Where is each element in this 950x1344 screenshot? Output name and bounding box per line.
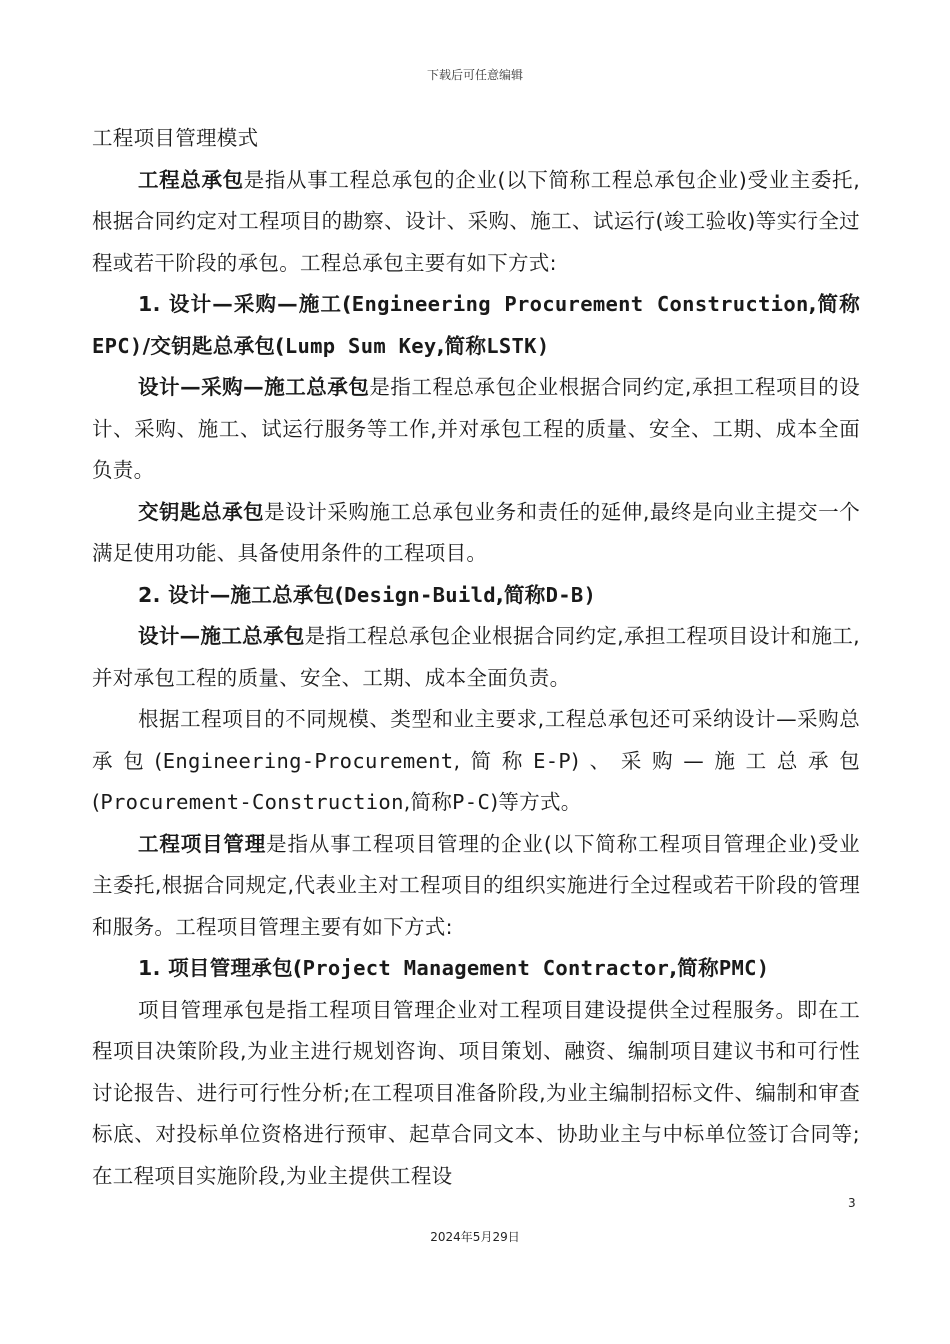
paragraph-other-modes: 根据工程项目的不同规模、类型和业主要求,工程总承包还可采纳设计—采购总承包(Engineering-Procurement,简称E-P)、采购—施工总承包(Procurement-Construction,简称P-C)等方式。 xyxy=(92,707,861,814)
page-footer-date: 2024年5月29日 xyxy=(430,1230,520,1244)
paragraph-epc-def: 设计—采购—施工总承包是指工程总承包企业根据合同约定,承担工程项目的设计、采购、施工、试运行服务等工作,并对承包工程的质量、安全、工期、成本全面负责。 xyxy=(92,375,860,482)
paragraph-pm-intro: 工程项目管理是指从事工程项目管理的企业(以下简称工程项目管理企业)受业主委托,根据合同规定,代表业主对工程项目的组织实施进行全过程或若干阶段的管理和服务。工程项目管理主要有如下方式: xyxy=(92,831,860,939)
term-pm: 工程项目管理 xyxy=(138,831,267,856)
paragraph-db-def: 设计—施工总承包是指工程总承包企业根据合同约定,承担工程项目设计和施工,并对承包工程的质量、安全、工期、成本全面负责。 xyxy=(92,624,860,690)
heading-db: 2. 设计—施工总承包(Design-Build,简称D-B) xyxy=(138,582,597,607)
term-epc-full: 设计—采购—施工总承包 xyxy=(138,375,370,399)
page-header: 下载后可任意编辑 xyxy=(426,68,523,82)
term-lstk: 交钥匙总承包 xyxy=(138,499,265,524)
document-body xyxy=(92,118,860,1197)
term-epc: 工程总承包 xyxy=(138,167,244,192)
paragraph-lstk-def: 交钥匙总承包是设计采购施工总承包业务和责任的延伸,最终是向业主提交一个满足使用功能、具备使用条件的工程项目。 xyxy=(92,499,860,565)
doc-title: 工程项目管理模式 xyxy=(92,126,259,150)
heading-pmc: 1. 项目管理承包(Project Management Contractor,简称PMC) xyxy=(138,956,770,980)
term-db: 设计—施工总承包 xyxy=(138,624,305,648)
page-number: 3 xyxy=(848,1196,856,1210)
paragraph-epc-intro: 工程总承包是指从事工程总承包的企业(以下简称工程总承包企业)受业主委托,根据合同约定对工程项目的勘察、设计、采购、施工、试运行(竣工验收)等实行全过程或若干阶段的承包。工程总承包主要有如下方式: xyxy=(92,167,861,275)
heading-epc: 1. 设计—采购—施工(Engineering Procurement Construction,简称EPC)/交钥匙总承包(Lump Sum Key,简称LSTK) xyxy=(92,292,860,358)
paragraph-pmc: 项目管理承包是指工程项目管理企业对工程项目建设提供全过程服务。即在工程项目决策阶段,为业主进行规划咨询、项目策划、融资、编制项目建议书和可行性讨论报告、进行可行性分析;在工程项目准备阶段,为业主编制招标文件、编制和审查标底、对投标单位资格进行预审、起草合同文本、协助业主与中标单位签订合同等;在工程项目实施阶段,为业主提供工程设 xyxy=(92,997,860,1188)
